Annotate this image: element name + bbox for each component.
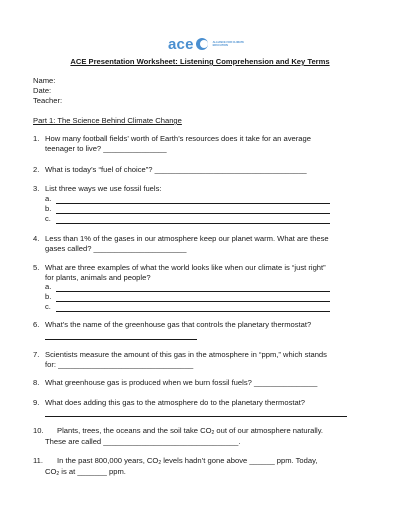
logo-mark-icon: [196, 37, 210, 51]
text-fragment: In the past 800,000 years, CO: [57, 456, 159, 465]
question-number: 3.: [33, 184, 40, 193]
question-text: What is today’s “fuel of choice”? ____________________________________: [45, 165, 307, 174]
question-text: What’s the name of the greenhouse gas that controls the planetary thermostat?: [45, 320, 312, 329]
question-number: 9.: [33, 398, 40, 407]
subscript: 2: [211, 430, 215, 436]
part-1-heading: Part 1: The Science Behind Climate Change: [33, 116, 182, 125]
answer-line[interactable]: [45, 339, 197, 340]
answer-letter: c.: [45, 214, 51, 223]
answer-letter: b.: [45, 292, 52, 301]
teacher-label: Teacher:: [33, 96, 63, 105]
answer-line[interactable]: [45, 416, 347, 417]
answer-letter: a.: [45, 282, 52, 291]
text-fragment: is at _______ ppm.: [59, 467, 126, 476]
question-text: for: ________________________________: [45, 360, 194, 369]
text-fragment: out of our atmosphere naturally.: [214, 426, 324, 435]
answer-line[interactable]: [56, 223, 330, 224]
question-text: gases called? ______________________: [45, 244, 187, 253]
subscript: 2: [158, 460, 162, 466]
answer-letter: b.: [45, 204, 52, 213]
question-text: What are three examples of what the world looks like when our climate is “just right”: [45, 263, 326, 272]
question-text: teenager to live? _______________: [45, 144, 167, 153]
question-number: 8.: [33, 378, 40, 387]
question-text: How many football fields’ worth of Earth’s resources does it take for an average: [45, 134, 311, 143]
text-fragment: CO: [45, 467, 57, 476]
ace-logo: [168, 35, 249, 53]
text-fragment: levels hadn’t gone above ______ ppm. Today,: [161, 456, 318, 465]
question-number: 7.: [33, 350, 40, 359]
subscript: 2: [56, 471, 60, 477]
name-label: Name:: [33, 76, 56, 85]
question-text: [45, 467, 371, 479]
logo-tagline: ALLIANCE FOR CLIMATE EDUCATION: [212, 40, 245, 47]
question-number: 1.: [33, 134, 40, 143]
question-text: These are called ________________________________.: [45, 437, 241, 446]
answer-line[interactable]: [56, 301, 330, 302]
answer-line[interactable]: [56, 311, 330, 312]
question-text: What greenhouse gas is produced when we burn fossil fuels? _______________: [45, 378, 318, 387]
question-text: List three ways we use fossil fuels:: [45, 184, 162, 193]
question-text: What does adding this gas to the atmosphere do to the planetary thermostat?: [45, 398, 306, 407]
question-number: 5.: [33, 263, 40, 272]
question-number: 6.: [33, 320, 40, 329]
question-text: Scientists measure the amount of this gas in the atmosphere in “ppm,” which stands: [45, 350, 327, 359]
answer-letter: a.: [45, 194, 52, 203]
answer-line[interactable]: [56, 213, 330, 214]
logo-word: ace: [168, 35, 194, 53]
question-number: 10.: [33, 426, 44, 435]
worksheet-title: ACE Presentation Worksheet: Listening Comprehension and Key Terms: [70, 57, 330, 66]
answer-letter: c.: [45, 302, 51, 311]
question-number: 2.: [33, 165, 40, 174]
text-fragment: Plants, trees, the oceans and the soil take CO: [57, 426, 212, 435]
answer-line[interactable]: [56, 291, 330, 292]
question-text: Less than 1% of the gases in our atmosphere keep our planet warm. What are these: [45, 234, 329, 243]
question-number: 11.: [33, 456, 43, 465]
question-number: 4.: [33, 234, 40, 243]
question-text: for plants, animals and people?: [45, 273, 151, 282]
answer-line[interactable]: [56, 203, 330, 204]
date-label: Date:: [33, 86, 52, 95]
